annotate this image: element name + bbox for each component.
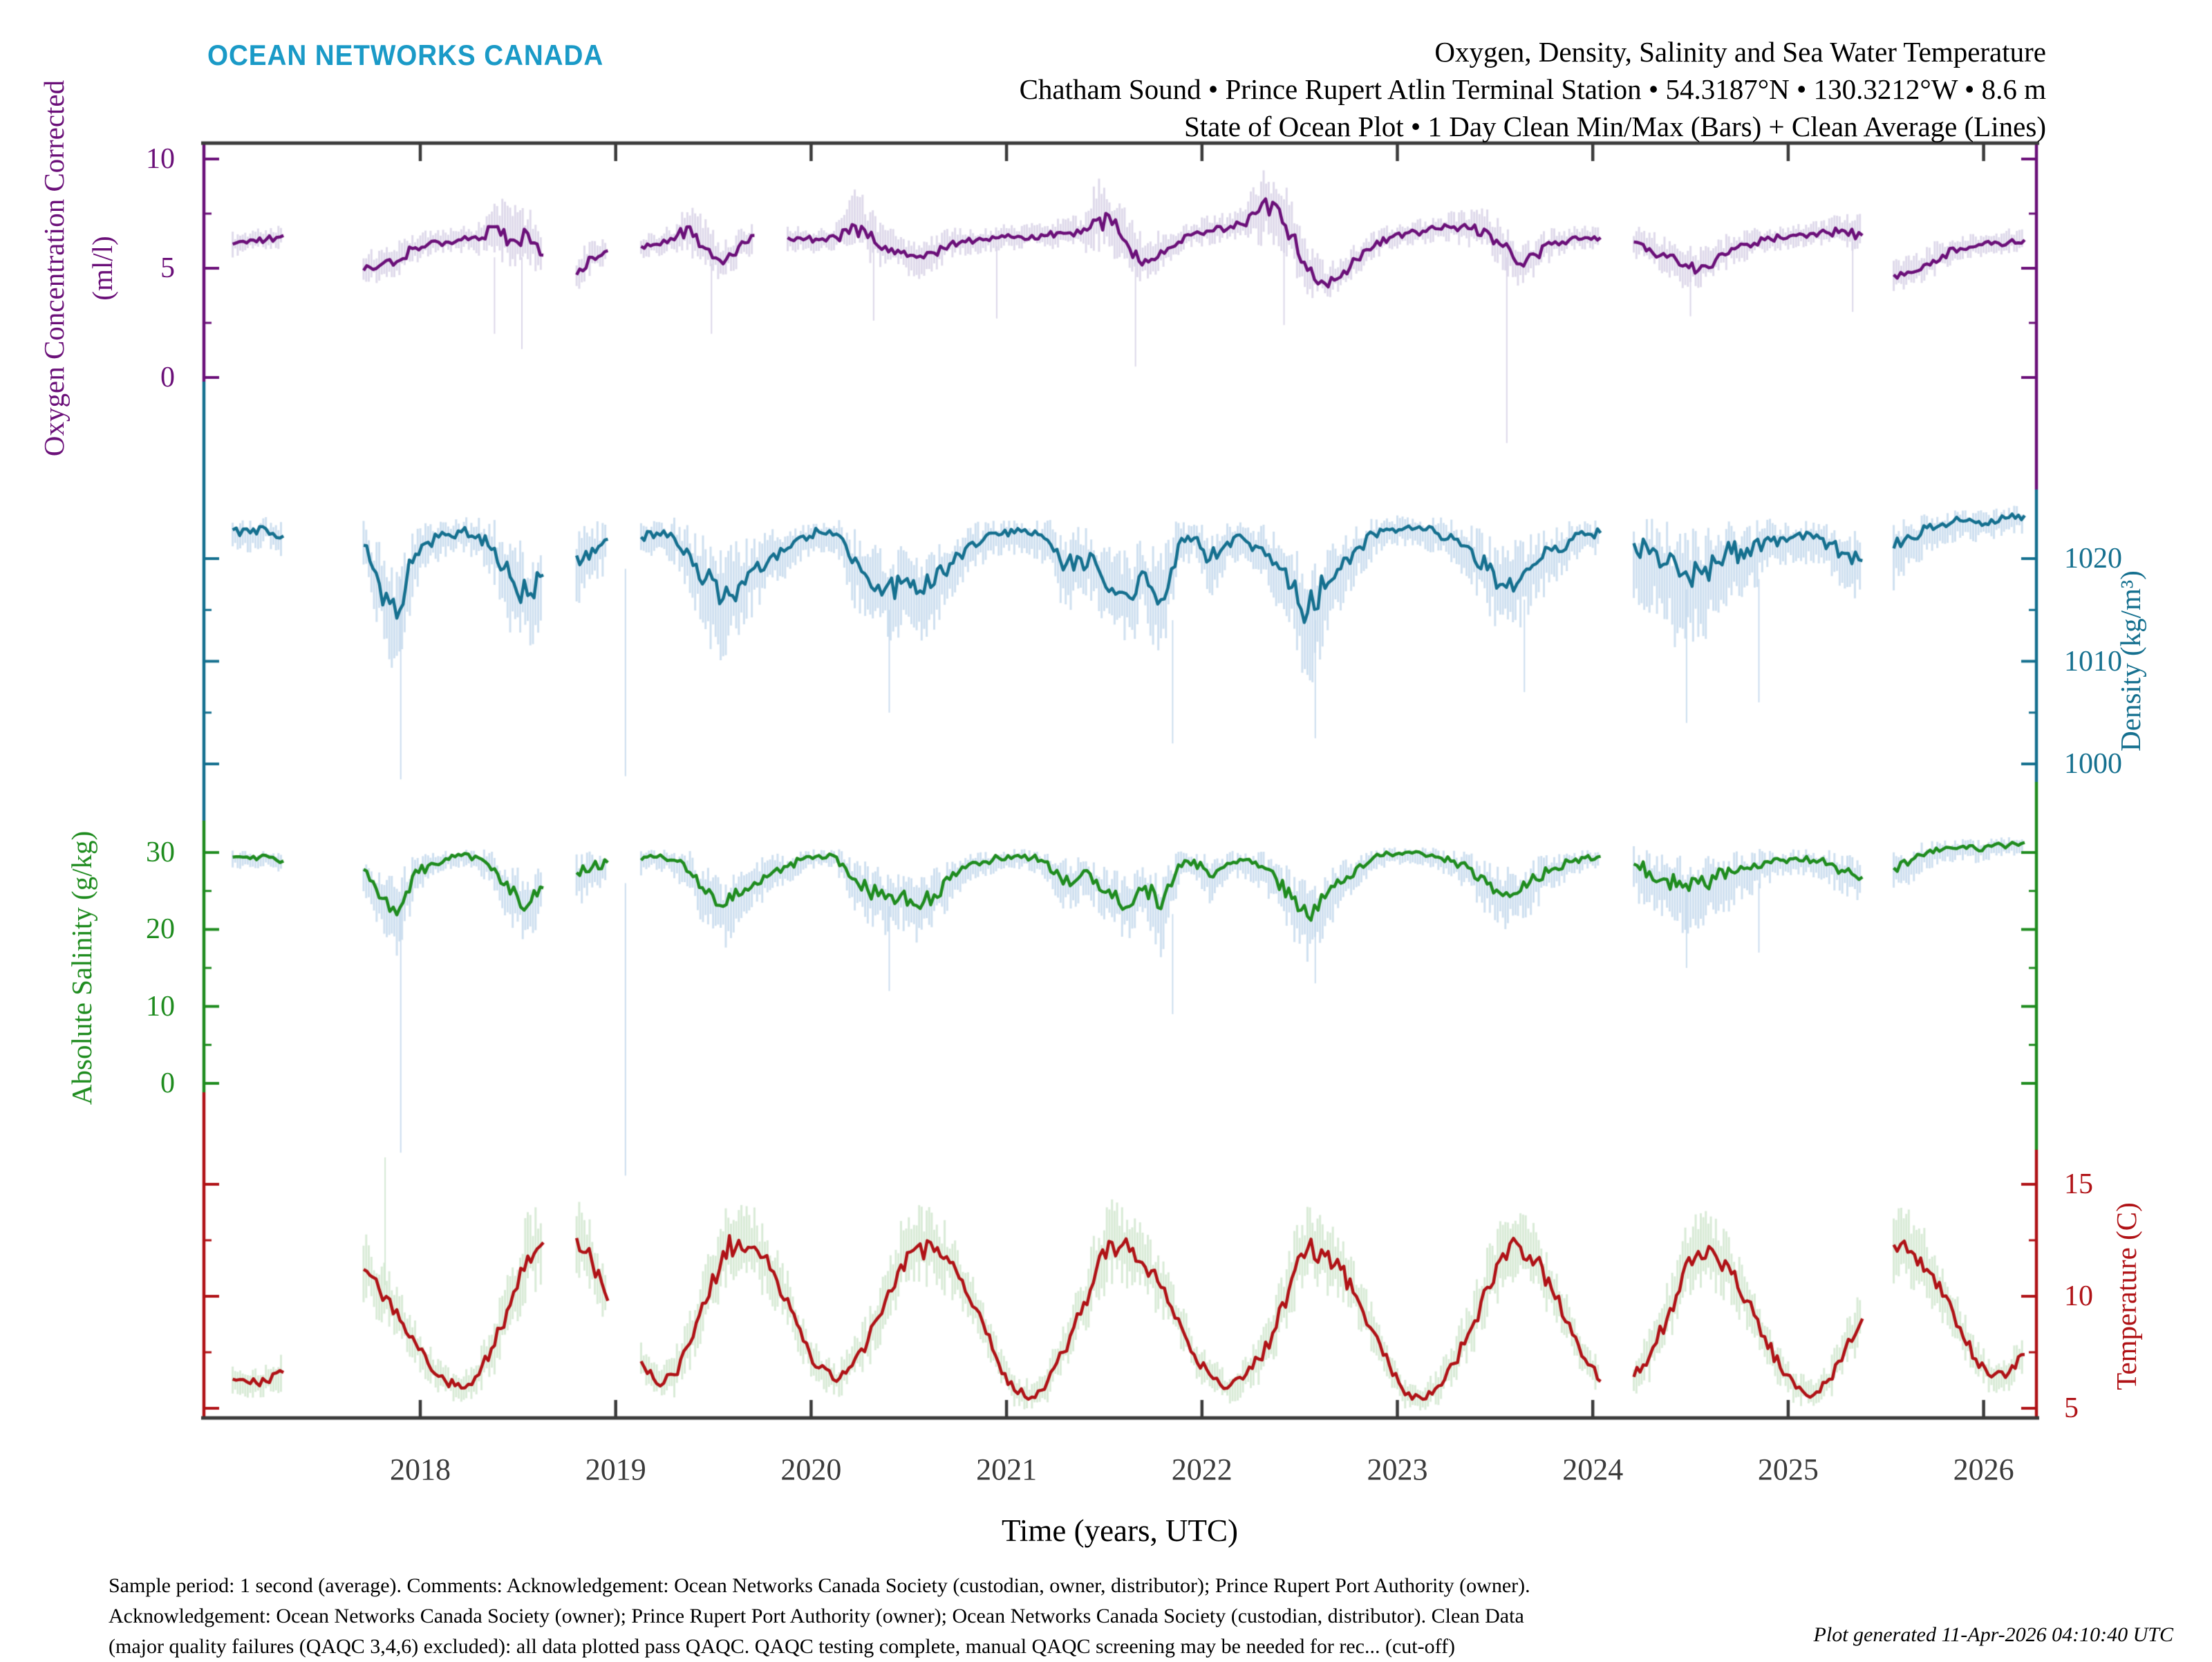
y-axis-label-temperature: Temperature (C) — [2110, 1202, 2142, 1390]
tick-label-oxygen: 0 — [160, 362, 175, 393]
y-axis-label-oxygen: Oxygen Concentration Corrected — [38, 80, 70, 457]
x-tick-label-year: 2021 — [976, 1453, 1038, 1486]
tick-label-salinity: 30 — [146, 837, 175, 869]
x-tick-label-year: 2022 — [1171, 1453, 1232, 1486]
title-line-1: Oxygen, Density, Salinity and Sea Water Temperature — [1434, 36, 2046, 68]
x-axis-label: Time (years, UTC) — [1001, 1513, 1239, 1548]
x-tick-label-year: 2023 — [1367, 1453, 1428, 1486]
y-axis-unit-oxygen: (ml/l) — [86, 236, 118, 301]
tick-label-density: 1020 — [2064, 543, 2122, 575]
tick-label-oxygen: 5 — [160, 252, 175, 284]
tick-label-density: 1010 — [2064, 645, 2122, 678]
y-axis-label-density: Density (kg/m³) — [2115, 570, 2146, 751]
tick-label-salinity: 0 — [160, 1067, 175, 1099]
title-block — [1020, 33, 2046, 145]
x-tick-label-year: 2020 — [780, 1453, 842, 1486]
tick-label-density: 1000 — [2064, 748, 2122, 780]
footer-line-1: Sample period: 1 second (average). Comments: Acknowledgement: Ocean Networks Canada Society (custodian, owner, distributor); Prince Rupert Port Authority (owner). — [109, 1574, 1530, 1597]
title-line-2: Chatham Sound • Prince Rupert Atlin Terminal Station • 54.3187°N • 130.3212°W • 8.6 m — [1019, 73, 2046, 105]
x-tick-label-year: 2024 — [1562, 1453, 1624, 1486]
footer-line-2: Acknowledgement: Ocean Networks Canada Society (owner); Prince Rupert Port Authority (owner); Ocean Networks Canada Society (custodian, distributor). Clean Data — [109, 1605, 1524, 1627]
x-tick-label-year: 2025 — [1757, 1453, 1819, 1486]
plot-generated-stamp: Plot generated 11-Apr-2026 04:10:40 UTC — [1813, 1623, 2173, 1646]
tick-label-temperature: 15 — [2064, 1168, 2093, 1200]
x-tick-label-year: 2018 — [390, 1453, 451, 1486]
footer-notes — [109, 1571, 1530, 1662]
tick-label-salinity: 20 — [146, 913, 175, 946]
footer-line-3: (major quality failures (QAQC 3,4,6) excluded): all data plotted pass QAQC. QAQC testing complete, manual QAQC screening may be needed for rec... (cut-off) — [109, 1635, 1456, 1658]
tick-label-temperature: 10 — [2064, 1280, 2093, 1312]
tick-label-temperature: 5 — [2064, 1392, 2079, 1424]
y-axis-label-salinity: Absolute Salinity (g/kg) — [66, 830, 97, 1105]
tick-label-oxygen: 10 — [146, 143, 175, 175]
x-tick-label-year: 2026 — [1953, 1453, 2014, 1486]
title-line-3: State of Ocean Plot • 1 Day Clean Min/Max (Bars) + Clean Average (Lines) — [1183, 111, 2046, 142]
onc-logo: OCEAN NETWORKS CANADA — [207, 39, 604, 71]
x-tick-label-year: 2019 — [585, 1453, 646, 1486]
tick-label-salinity: 10 — [146, 990, 175, 1023]
